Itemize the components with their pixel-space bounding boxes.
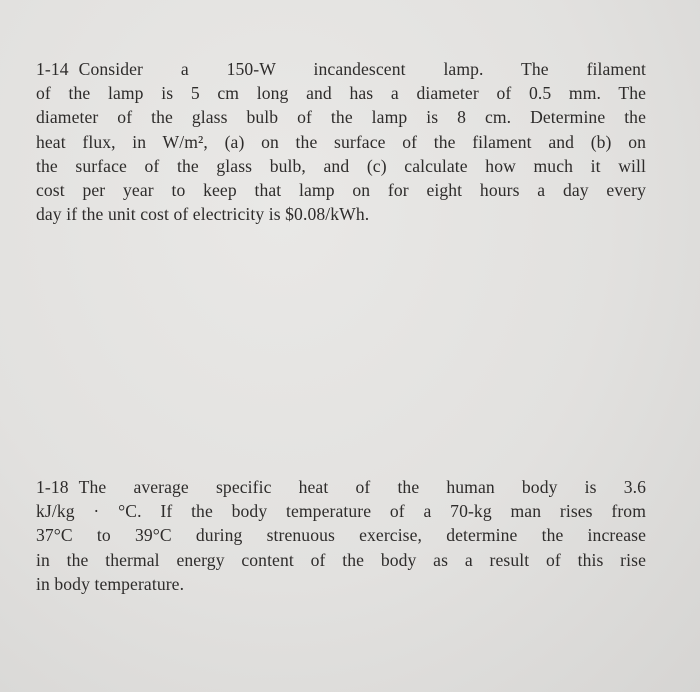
problem-line: in the thermal energy content of the body as a result of this rise <box>36 549 646 570</box>
problem-line: in body temperature. <box>36 573 185 594</box>
problem-line: day if the unit cost of electricity is $0.08/kWh. <box>36 204 370 225</box>
problem-line <box>36 57 646 81</box>
problem-1-14 <box>36 57 646 226</box>
problem-line: diameter of the glass bulb of the lamp is 8 cm. Determine the <box>36 107 646 128</box>
problem-line: heat flux, in W/m², (a) on the surface of the filament and (b) on <box>36 131 646 152</box>
problem-number: 1-14 <box>36 59 69 79</box>
problem-1-18 <box>36 475 646 596</box>
problem-line <box>36 475 646 499</box>
problem-line: kJ/kg · °C. If the body temperature of a 70-kg man rises from <box>36 501 646 522</box>
problem-text: The average specific heat of the human body is 3.6 <box>78 477 646 497</box>
problem-line: of the lamp is 5 cm long and has a diameter of 0.5 mm. The <box>36 83 646 104</box>
problem-text: Consider a 150-W incandescent lamp. The filament <box>78 59 646 79</box>
problem-line: cost per year to keep that lamp on for eight hours a day every <box>36 180 646 201</box>
problem-line: 37°C to 39°C during strenuous exercise, determine the increase <box>36 525 646 546</box>
problem-number: 1-18 <box>36 477 69 497</box>
problem-line: the surface of the glass bulb, and (c) calculate how much it will <box>36 155 646 176</box>
